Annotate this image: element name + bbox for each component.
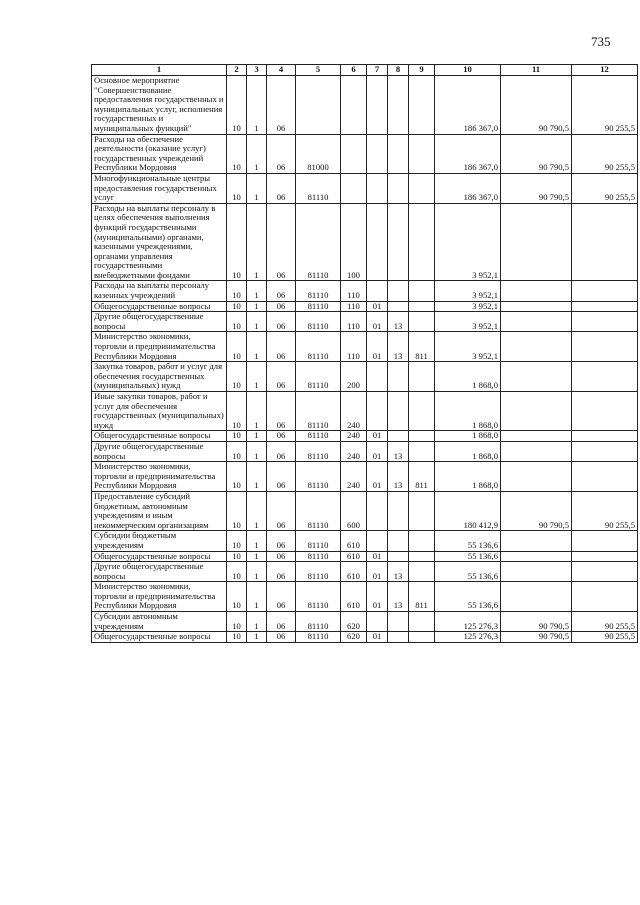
header-cell: 5 <box>296 65 341 76</box>
code-gr-cell <box>409 76 435 135</box>
row-name: Другие общегосударственные вопросы <box>92 312 227 332</box>
amount-year2-cell: 90 790,5 <box>501 632 572 643</box>
amount-year2-cell <box>501 301 572 312</box>
code-gr-cell <box>409 392 435 431</box>
code-pgp-cell: 1 <box>247 551 267 562</box>
table-row <box>92 632 638 643</box>
code-gr-cell <box>409 281 435 301</box>
header-cell: 3 <box>247 65 267 76</box>
amount-year3-cell: 90 255,5 <box>572 632 638 643</box>
table-row <box>92 134 638 173</box>
amount-year3-cell: 90 255,5 <box>572 76 638 135</box>
row-name: Министерство экономики, торговли и предпринимательства Республики Мордовия <box>92 332 227 362</box>
amount-year3-cell <box>572 301 638 312</box>
budget-table <box>91 64 638 643</box>
code-gp-cell: 10 <box>227 551 247 562</box>
amount-year1-cell: 180 412,9 <box>435 491 501 530</box>
code-expense-type-cell: 240 <box>341 392 367 431</box>
amount-year3-cell <box>572 281 638 301</box>
code-section-cell <box>367 203 388 281</box>
code-subsection-cell <box>388 612 409 632</box>
code-direction-cell: 81110 <box>296 582 341 612</box>
table-row <box>92 441 638 461</box>
code-gp-cell: 10 <box>227 301 247 312</box>
code-pgp-cell: 1 <box>247 173 267 203</box>
code-om-cell: 06 <box>267 76 296 135</box>
code-subsection-cell <box>388 281 409 301</box>
code-gr-cell <box>409 173 435 203</box>
code-direction-cell: 81110 <box>296 203 341 281</box>
amount-year3-cell <box>572 531 638 551</box>
code-gp-cell: 10 <box>227 582 247 612</box>
code-pgp-cell: 1 <box>247 392 267 431</box>
code-expense-type-cell: 200 <box>341 362 367 392</box>
row-name: Закупка товаров, работ и услуг для обеспечения государственных (муниципальных) нужд <box>92 362 227 392</box>
code-gr-cell: 811 <box>409 332 435 362</box>
code-pgp-cell: 1 <box>247 441 267 461</box>
code-expense-type-cell: 610 <box>341 531 367 551</box>
amount-year3-cell: 90 255,5 <box>572 491 638 530</box>
amount-year2-cell: 90 790,5 <box>501 134 572 173</box>
amount-year3-cell <box>572 562 638 582</box>
code-om-cell: 06 <box>267 441 296 461</box>
code-expense-type-cell: 110 <box>341 332 367 362</box>
table-row <box>92 392 638 431</box>
code-gp-cell: 10 <box>227 76 247 135</box>
amount-year1-cell: 125 276,3 <box>435 632 501 643</box>
code-section-cell: 01 <box>367 582 388 612</box>
amount-year2-cell <box>501 203 572 281</box>
code-subsection-cell: 13 <box>388 582 409 612</box>
amount-year3-cell <box>572 362 638 392</box>
code-expense-type-cell: 600 <box>341 491 367 530</box>
code-direction-cell: 81110 <box>296 431 341 442</box>
amount-year2-cell <box>501 531 572 551</box>
header-cell: 11 <box>501 65 572 76</box>
code-om-cell: 06 <box>267 551 296 562</box>
amount-year3-cell <box>572 551 638 562</box>
table-row <box>92 332 638 362</box>
code-section-cell <box>367 134 388 173</box>
table-body <box>92 76 638 643</box>
code-gp-cell: 10 <box>227 332 247 362</box>
code-om-cell: 06 <box>267 462 296 492</box>
amount-year1-cell: 186 367,0 <box>435 134 501 173</box>
header-cell: 12 <box>572 65 638 76</box>
code-subsection-cell <box>388 203 409 281</box>
row-name: Субсидии автономным учреждениям <box>92 612 227 632</box>
code-gp-cell: 10 <box>227 441 247 461</box>
code-direction-cell: 81110 <box>296 632 341 643</box>
code-pgp-cell: 1 <box>247 362 267 392</box>
amount-year3-cell <box>572 312 638 332</box>
amount-year1-cell: 1 868,0 <box>435 462 501 492</box>
code-pgp-cell: 1 <box>247 562 267 582</box>
code-gr-cell <box>409 203 435 281</box>
amount-year1-cell: 1 868,0 <box>435 392 501 431</box>
code-expense-type-cell: 240 <box>341 431 367 442</box>
code-direction-cell: 81110 <box>296 562 341 582</box>
code-pgp-cell: 1 <box>247 612 267 632</box>
amount-year1-cell: 55 136,6 <box>435 562 501 582</box>
code-gr-cell <box>409 551 435 562</box>
code-section-cell: 01 <box>367 312 388 332</box>
amount-year2-cell <box>501 582 572 612</box>
row-name: Предоставление субсидий бюджетным, автономным учреждениям и иным некоммерческим организациям <box>92 491 227 530</box>
code-subsection-cell: 13 <box>388 462 409 492</box>
table-row <box>92 612 638 632</box>
row-name: Расходы на обеспечение деятельности (оказание услуг) государственных учреждений Республики Мордовия <box>92 134 227 173</box>
amount-year1-cell: 186 367,0 <box>435 76 501 135</box>
amount-year3-cell <box>572 203 638 281</box>
amount-year2-cell: 90 790,5 <box>501 76 572 135</box>
table-row <box>92 76 638 135</box>
code-section-cell <box>367 173 388 203</box>
code-om-cell: 06 <box>267 203 296 281</box>
code-gp-cell: 10 <box>227 173 247 203</box>
code-om-cell: 06 <box>267 431 296 442</box>
row-name: Иные закупки товаров, работ и услуг для обеспечения государственных (муниципальных) нужд <box>92 392 227 431</box>
row-name: Другие общегосударственные вопросы <box>92 562 227 582</box>
code-pgp-cell: 1 <box>247 281 267 301</box>
amount-year2-cell <box>501 441 572 461</box>
code-section-cell <box>367 281 388 301</box>
code-gr-cell <box>409 632 435 643</box>
code-gp-cell: 10 <box>227 203 247 281</box>
code-subsection-cell <box>388 362 409 392</box>
code-subsection-cell <box>388 431 409 442</box>
code-subsection-cell <box>388 491 409 530</box>
code-subsection-cell: 13 <box>388 562 409 582</box>
row-name: Общегосударственные вопросы <box>92 551 227 562</box>
code-pgp-cell: 1 <box>247 531 267 551</box>
code-om-cell: 06 <box>267 632 296 643</box>
code-direction-cell: 81110 <box>296 392 341 431</box>
code-subsection-cell: 13 <box>388 441 409 461</box>
amount-year3-cell <box>572 431 638 442</box>
code-pgp-cell: 1 <box>247 491 267 530</box>
code-om-cell: 06 <box>267 301 296 312</box>
code-om-cell: 06 <box>267 173 296 203</box>
amount-year2-cell <box>501 312 572 332</box>
amount-year3-cell: 90 255,5 <box>572 173 638 203</box>
amount-year2-cell <box>501 551 572 562</box>
code-subsection-cell <box>388 632 409 643</box>
amount-year1-cell: 1 868,0 <box>435 441 501 461</box>
code-expense-type-cell: 610 <box>341 582 367 612</box>
code-section-cell: 01 <box>367 301 388 312</box>
amount-year1-cell: 55 136,6 <box>435 551 501 562</box>
code-direction-cell: 81110 <box>296 173 341 203</box>
amount-year2-cell <box>501 462 572 492</box>
row-name: Расходы на выплаты персоналу казенных учреждений <box>92 281 227 301</box>
code-direction-cell: 81110 <box>296 281 341 301</box>
row-name: Субсидии бюджетным учреждениям <box>92 531 227 551</box>
header-cell: 4 <box>267 65 296 76</box>
header-cell: 7 <box>367 65 388 76</box>
amount-year1-cell: 1 868,0 <box>435 431 501 442</box>
row-name: Другие общегосударственные вопросы <box>92 441 227 461</box>
code-om-cell: 06 <box>267 134 296 173</box>
amount-year2-cell <box>501 332 572 362</box>
code-gp-cell: 10 <box>227 612 247 632</box>
code-expense-type-cell: 100 <box>341 203 367 281</box>
header-cell: 6 <box>341 65 367 76</box>
code-gp-cell: 10 <box>227 312 247 332</box>
code-pgp-cell: 1 <box>247 76 267 135</box>
code-gr-cell <box>409 531 435 551</box>
table-row <box>92 491 638 530</box>
amount-year3-cell <box>572 582 638 612</box>
page-number: 735 <box>591 34 611 49</box>
code-direction-cell <box>296 76 341 135</box>
code-expense-type-cell: 110 <box>341 301 367 312</box>
code-gp-cell: 10 <box>227 491 247 530</box>
code-expense-type-cell: 620 <box>341 632 367 643</box>
code-subsection-cell <box>388 551 409 562</box>
table-row <box>92 173 638 203</box>
code-direction-cell: 81000 <box>296 134 341 173</box>
code-section-cell <box>367 612 388 632</box>
code-gr-cell <box>409 562 435 582</box>
header-cell: 2 <box>227 65 247 76</box>
row-name: Расходы на выплаты персоналу в целях обеспечения выполнения функций государственными (муниципальными) органами, казенными учреждениями, органами управления государственными внебюджетными фондами <box>92 203 227 281</box>
code-pgp-cell: 1 <box>247 632 267 643</box>
code-gr-cell <box>409 362 435 392</box>
code-gp-cell: 10 <box>227 632 247 643</box>
code-subsection-cell: 13 <box>388 332 409 362</box>
code-gp-cell: 10 <box>227 462 247 492</box>
code-om-cell: 06 <box>267 531 296 551</box>
code-pgp-cell: 1 <box>247 203 267 281</box>
amount-year1-cell: 3 952,1 <box>435 301 501 312</box>
code-expense-type-cell: 240 <box>341 462 367 492</box>
code-direction-cell: 81110 <box>296 491 341 530</box>
code-direction-cell: 81110 <box>296 551 341 562</box>
table-row <box>92 281 638 301</box>
code-pgp-cell: 1 <box>247 134 267 173</box>
code-section-cell <box>367 362 388 392</box>
code-section-cell: 01 <box>367 562 388 582</box>
amount-year1-cell: 55 136,6 <box>435 531 501 551</box>
row-name: Общегосударственные вопросы <box>92 301 227 312</box>
row-name: Общегосударственные вопросы <box>92 632 227 643</box>
code-subsection-cell <box>388 76 409 135</box>
amount-year2-cell <box>501 362 572 392</box>
table-row <box>92 462 638 492</box>
code-direction-cell: 81110 <box>296 612 341 632</box>
code-expense-type-cell <box>341 76 367 135</box>
code-om-cell: 06 <box>267 582 296 612</box>
code-gp-cell: 10 <box>227 431 247 442</box>
code-om-cell: 06 <box>267 392 296 431</box>
code-gp-cell: 10 <box>227 281 247 301</box>
table-row <box>92 301 638 312</box>
table-row <box>92 531 638 551</box>
code-section-cell <box>367 392 388 431</box>
code-direction-cell: 81110 <box>296 312 341 332</box>
code-expense-type-cell: 610 <box>341 562 367 582</box>
code-gp-cell: 10 <box>227 134 247 173</box>
code-om-cell: 06 <box>267 312 296 332</box>
row-name: Министерство экономики, торговли и предпринимательства Республики Мордовия <box>92 582 227 612</box>
table-row <box>92 551 638 562</box>
code-section-cell: 01 <box>367 462 388 492</box>
code-subsection-cell <box>388 392 409 431</box>
header-row <box>92 65 638 76</box>
table-row <box>92 562 638 582</box>
amount-year3-cell <box>572 332 638 362</box>
code-section-cell: 01 <box>367 441 388 461</box>
code-gr-cell: 811 <box>409 582 435 612</box>
code-om-cell: 06 <box>267 281 296 301</box>
code-section-cell: 01 <box>367 551 388 562</box>
code-direction-cell: 81110 <box>296 301 341 312</box>
amount-year1-cell: 3 952,1 <box>435 281 501 301</box>
code-expense-type-cell: 110 <box>341 312 367 332</box>
code-gp-cell: 10 <box>227 562 247 582</box>
amount-year3-cell <box>572 441 638 461</box>
header-cell: 8 <box>388 65 409 76</box>
code-direction-cell: 81110 <box>296 362 341 392</box>
code-expense-type-cell: 240 <box>341 441 367 461</box>
table-row <box>92 362 638 392</box>
amount-year1-cell: 3 952,1 <box>435 312 501 332</box>
code-pgp-cell: 1 <box>247 582 267 612</box>
amount-year1-cell: 3 952,1 <box>435 203 501 281</box>
code-expense-type-cell <box>341 173 367 203</box>
code-gp-cell: 10 <box>227 531 247 551</box>
table-row <box>92 312 638 332</box>
code-section-cell <box>367 76 388 135</box>
code-om-cell: 06 <box>267 612 296 632</box>
code-pgp-cell: 1 <box>247 312 267 332</box>
amount-year2-cell <box>501 562 572 582</box>
code-gr-cell: 811 <box>409 462 435 492</box>
amount-year2-cell <box>501 392 572 431</box>
code-om-cell: 06 <box>267 491 296 530</box>
table-row <box>92 582 638 612</box>
code-om-cell: 06 <box>267 332 296 362</box>
code-gr-cell <box>409 491 435 530</box>
code-gr-cell <box>409 441 435 461</box>
amount-year1-cell: 1 868,0 <box>435 362 501 392</box>
code-gr-cell <box>409 134 435 173</box>
amount-year1-cell: 55 136,6 <box>435 582 501 612</box>
code-section-cell <box>367 491 388 530</box>
row-name: Основное мероприятие "Совершенствование предоставления государственных и муниципальных услуг, исполнения государственных и муниципальных функций" <box>92 76 227 135</box>
code-expense-type-cell: 610 <box>341 551 367 562</box>
amount-year3-cell <box>572 462 638 492</box>
code-section-cell: 01 <box>367 431 388 442</box>
row-name: Министерство экономики, торговли и предпринимательства Республики Мордовия <box>92 462 227 492</box>
table-row <box>92 431 638 442</box>
amount-year2-cell <box>501 431 572 442</box>
code-subsection-cell: 13 <box>388 312 409 332</box>
amount-year3-cell <box>572 392 638 431</box>
code-subsection-cell <box>388 301 409 312</box>
code-subsection-cell <box>388 531 409 551</box>
amount-year1-cell: 186 367,0 <box>435 173 501 203</box>
code-pgp-cell: 1 <box>247 462 267 492</box>
code-direction-cell: 81110 <box>296 441 341 461</box>
code-pgp-cell: 1 <box>247 301 267 312</box>
amount-year2-cell: 90 790,5 <box>501 173 572 203</box>
amount-year2-cell: 90 790,5 <box>501 491 572 530</box>
header-cell: 1 <box>92 65 227 76</box>
code-direction-cell: 81110 <box>296 332 341 362</box>
code-expense-type-cell: 620 <box>341 612 367 632</box>
code-expense-type-cell: 110 <box>341 281 367 301</box>
row-name: Общегосударственные вопросы <box>92 431 227 442</box>
header-cell: 10 <box>435 65 501 76</box>
row-name: Многофункциональные центры предоставления государственных услуг <box>92 173 227 203</box>
code-gr-cell <box>409 612 435 632</box>
code-expense-type-cell <box>341 134 367 173</box>
code-direction-cell: 81110 <box>296 531 341 551</box>
code-subsection-cell <box>388 173 409 203</box>
code-om-cell: 06 <box>267 362 296 392</box>
amount-year1-cell: 3 952,1 <box>435 332 501 362</box>
code-section-cell <box>367 531 388 551</box>
code-pgp-cell: 1 <box>247 332 267 362</box>
code-gp-cell: 10 <box>227 362 247 392</box>
header-cell: 9 <box>409 65 435 76</box>
code-direction-cell: 81110 <box>296 462 341 492</box>
code-pgp-cell: 1 <box>247 431 267 442</box>
code-gr-cell <box>409 312 435 332</box>
code-gr-cell <box>409 301 435 312</box>
amount-year3-cell: 90 255,5 <box>572 134 638 173</box>
table-row <box>92 203 638 281</box>
code-subsection-cell <box>388 134 409 173</box>
code-section-cell: 01 <box>367 632 388 643</box>
amount-year2-cell: 90 790,5 <box>501 612 572 632</box>
code-gp-cell: 10 <box>227 392 247 431</box>
code-section-cell: 01 <box>367 332 388 362</box>
amount-year2-cell <box>501 281 572 301</box>
code-gr-cell <box>409 431 435 442</box>
amount-year1-cell: 125 276,3 <box>435 612 501 632</box>
amount-year3-cell: 90 255,5 <box>572 612 638 632</box>
code-om-cell: 06 <box>267 562 296 582</box>
